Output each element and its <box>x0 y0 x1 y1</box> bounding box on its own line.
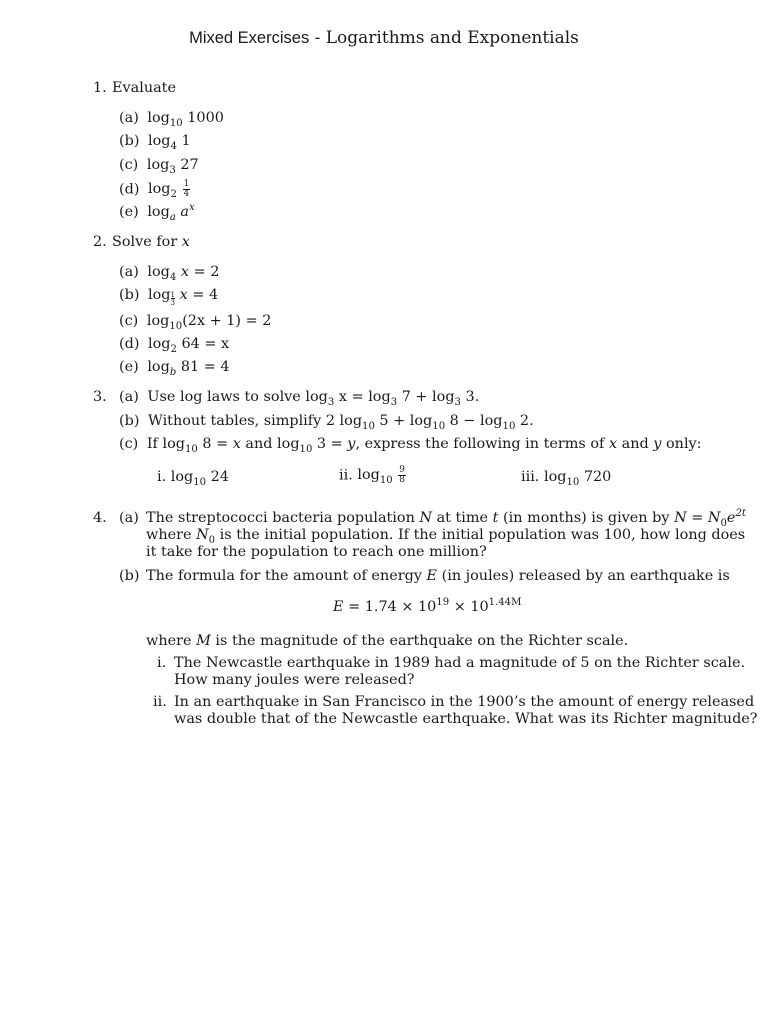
q3-part-b: (b) Without tables, simplify 2 $\log_{10} 5 + \log_{10} 8 - \log_{10} 2$. <box>119 413 534 432</box>
q4-part-a-line-2: where $N_0$ is the initial population. If the initial population was 100, how long does <box>146 527 746 546</box>
q4-sub-i-line-1: The Newcastle earthquake in 1989 had a magnitude of 5 on the Richter scale. <box>174 655 746 671</box>
q2-item-c: (c) $\log_{10}(2x + 1) = 2$ <box>119 313 272 332</box>
fraction: $\frac{1}{4}$ <box>183 179 190 199</box>
base-fraction: $\frac{1}{3}$ <box>170 289 176 307</box>
q1-item-b: (b) $\log_4 1$ <box>119 133 191 152</box>
q1-prompt: Evaluate <box>112 80 176 96</box>
q4-part-a-line-3: it take for the population to reach one million? <box>146 544 487 560</box>
q4-part-a-line-1: The streptococci bacteria population N at time t (in months) is given by $N = N_0e^{2t}$ <box>146 508 746 529</box>
q2-item-a: (a) $\log_4 x = 2$ <box>119 264 220 283</box>
q2-item-e: (e) $\log_b 81 = 4$ <box>119 359 230 378</box>
q4-sub-i-line-2: How many joules were released? <box>174 672 415 688</box>
q3-sub-iii: iii. $\log_{10} 720$ <box>521 469 612 488</box>
q3-sub-ii: ii. $\log_{10}$ $\frac{9}{8}$ <box>339 465 405 487</box>
q4-number: 4. <box>93 510 107 526</box>
q1-item-c: (c) $\log_3 27$ <box>119 157 199 176</box>
q3-sub-i: i. $\log_{10} 24$ <box>157 469 229 488</box>
q4-part-b-label: (b) <box>119 568 140 584</box>
energy-equation: $E = 1.74 \times 10^{19} \times 10^{1.44M}$ <box>333 597 522 615</box>
q4-part-a-label: (a) <box>119 510 139 526</box>
q1-item-d: (d) $\log_2$ $\frac{1}{4}$ <box>119 179 190 201</box>
q4-part-b-line-1: The formula for the amount of energy E (in joules) released by an earthquake is <box>146 568 730 584</box>
fraction: $\frac{9}{8}$ <box>399 465 405 485</box>
q1-item-e: (e) $\log_a a^x$ <box>119 202 195 223</box>
q2-item-b: (b) log $\frac{1}{3}$ x = 4 <box>119 287 219 307</box>
q3-part-a: (a) Use log laws to solve $\log_3 x = \log_3 7 + \log_3 3$. <box>119 389 480 408</box>
q3-part-c: (c) If $\log_{10} 8 = x$ and $\log_{10} 3 = y$, express the following in terms of x and y only: <box>119 436 702 455</box>
q2-item-d: (d) $\log_2 64 = x$ <box>119 336 230 355</box>
q4-sub-ii-line-2: was double that of the Newcastle earthquake. What was its Richter magnitude? <box>174 711 758 727</box>
page-title <box>0 28 768 48</box>
q4-sub-i-label: i. <box>157 655 167 671</box>
q1-number: 1. <box>93 80 107 96</box>
q2-prompt: Solve for x <box>112 234 190 250</box>
title-bold: Mixed Exercises <box>189 29 310 47</box>
q3-number: 3. <box>93 389 107 405</box>
q4-part-b-line-2: where M is the magnitude of the earthquake on the Richter scale. <box>146 633 629 649</box>
title-rest: - Logarithms and Exponentials <box>309 28 579 48</box>
q2-number: 2. <box>93 234 107 250</box>
q4-sub-ii-line-1: In an earthquake in San Francisco in the 1900’s the amount of energy released <box>174 694 755 710</box>
q4-sub-ii-label: ii. <box>153 694 167 710</box>
q1-item-a: (a) $\log_{10} 1000$ <box>119 110 224 129</box>
